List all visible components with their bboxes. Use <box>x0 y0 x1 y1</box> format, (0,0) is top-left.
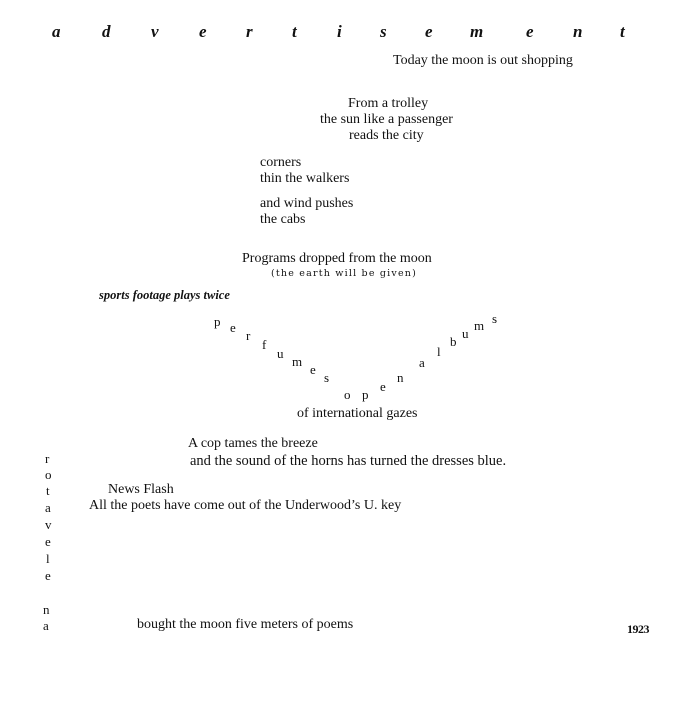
title-letter: s <box>380 22 387 41</box>
vertical-letter: o <box>45 467 52 482</box>
line-from-trolley: From a trolley <box>348 96 429 111</box>
year-label: 1923 <box>627 622 649 636</box>
line-programs: Programs dropped from the moon <box>242 251 432 266</box>
line-the-cabs: the cabs <box>260 212 306 227</box>
title-letter: n <box>573 22 583 41</box>
title-letter: e <box>526 22 534 41</box>
note-earth-given: (the earth will be given) <box>271 268 417 279</box>
vertical-letter: n <box>43 602 50 617</box>
vertical-letter: e <box>45 568 51 583</box>
title-letter: r <box>246 22 253 41</box>
v-letter: p <box>214 314 221 329</box>
line-corners: corners <box>260 155 302 170</box>
line-sun-passenger: the sun like a passenger <box>320 112 453 127</box>
line-reads-city: reads the city <box>349 128 424 143</box>
v-letter: s <box>324 370 330 385</box>
line-cop: A cop tames the breeze <box>188 436 318 451</box>
title-letter: t <box>292 22 297 41</box>
v-letter: e <box>380 379 386 394</box>
vertical-letter: e <box>45 534 51 549</box>
v-letter: l <box>437 344 441 359</box>
v-letter: s <box>492 311 498 326</box>
line-news-flash: News Flash <box>108 482 174 497</box>
line-thin-walkers: thin the walkers <box>260 171 350 186</box>
v-letter: m <box>292 354 303 369</box>
v-letter: r <box>246 328 251 343</box>
line-wind-pushes: and wind pushes <box>260 196 354 211</box>
title-letter: t <box>620 22 625 41</box>
vertical-letter: v <box>45 517 52 532</box>
title-letter: v <box>151 22 159 41</box>
vertical-letter: a <box>45 500 51 515</box>
v-letter: u <box>277 346 284 361</box>
v-letter: f <box>262 337 267 352</box>
title-letter: m <box>470 22 484 41</box>
v-letter: m <box>474 318 485 333</box>
v-letter: a <box>419 355 425 370</box>
v-letter: p <box>362 387 369 402</box>
v-letter: o <box>344 387 351 402</box>
line-horns: and the sound of the horns has turned the dresses blue. <box>190 453 507 469</box>
vertical-letter: t <box>46 483 50 498</box>
title-letter: e <box>199 22 207 41</box>
title-letter: a <box>52 22 61 41</box>
v-letter: b <box>450 334 457 349</box>
line-sports-footage: sports footage plays twice <box>99 288 230 302</box>
title-letter: i <box>337 22 342 41</box>
v-letter: e <box>230 320 236 335</box>
title-letter: e <box>425 22 433 41</box>
v-letter: u <box>462 326 469 341</box>
v-letter: e <box>310 362 316 377</box>
v-letter: n <box>397 370 404 385</box>
vertical-letter: a <box>43 618 49 633</box>
line-today: Today the moon is out shopping <box>393 53 573 68</box>
vertical-letter: r <box>45 451 50 466</box>
line-bought-moon: bought the moon five meters of poems <box>137 617 354 632</box>
line-international-gazes: of international gazes <box>297 406 418 421</box>
vertical-letter: l <box>46 551 50 566</box>
line-poets: All the poets have come out of the Underwood’s U. key <box>89 498 402 513</box>
title-letter: d <box>102 22 111 41</box>
